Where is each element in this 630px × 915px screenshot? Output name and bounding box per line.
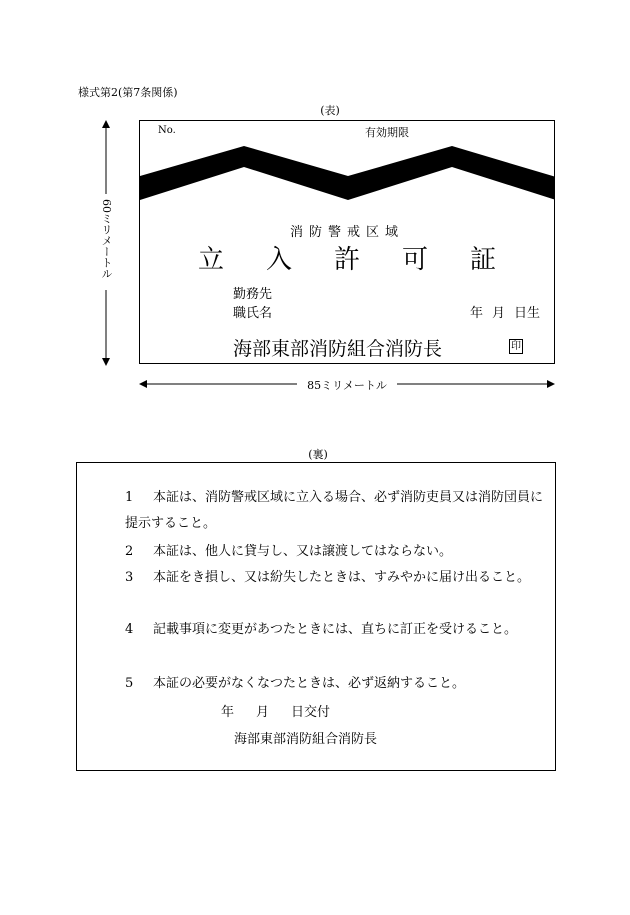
name-label: 職氏名 — [233, 306, 273, 321]
width-dimension-label: 85ミリメートル — [307, 379, 387, 392]
seal-stamp: 印 — [511, 341, 521, 352]
issuer-name: 海部東部消防組合消防長 — [233, 338, 443, 360]
form-id: 様式第2(第7条関係) — [78, 86, 178, 99]
title-char: 入 — [265, 245, 292, 275]
rule-item: 2 本証は、他人に貸与し、又は譲渡してはならない。 — [125, 544, 453, 559]
chief-name: 海部東部消防組合消防長 — [234, 732, 378, 747]
workplace-label: 勤務先 — [233, 287, 273, 302]
card-number-label: No. — [158, 125, 176, 136]
rule-item: 3 本証をき損し、又は紛失したときは、すみやかに届け出ること。 — [125, 570, 531, 585]
rule-item: 5 本証の必要がなくなつたときは、必ず返納すること。 — [125, 676, 466, 691]
back-card — [76, 462, 556, 771]
back-label: (裏) — [288, 446, 348, 462]
zone-title: 消防警戒区域 — [289, 225, 404, 240]
title-char: 可 — [402, 245, 429, 275]
front-label: (表) — [300, 102, 360, 118]
height-dimension-label: 60ミリメートル — [100, 199, 113, 279]
rule-item: 1 本証は、消防警戒区域に立入る場合、必ず消防吏員又は消防団員に提示すること。 — [125, 490, 544, 531]
issue-date-line: 年 月 日交付 — [221, 705, 331, 720]
rule-item: 4 記載事項に変更があつたときには、直ちに訂正を受けること。 — [125, 622, 518, 637]
birth-date-label: 年 月 日生 — [470, 306, 541, 321]
title-char: 立 — [197, 245, 224, 275]
permit-title — [140, 239, 554, 276]
expiry-label: 有効期限 — [365, 126, 409, 139]
front-card — [139, 120, 555, 364]
title-char: 証 — [470, 245, 497, 275]
title-char: 許 — [333, 245, 360, 275]
